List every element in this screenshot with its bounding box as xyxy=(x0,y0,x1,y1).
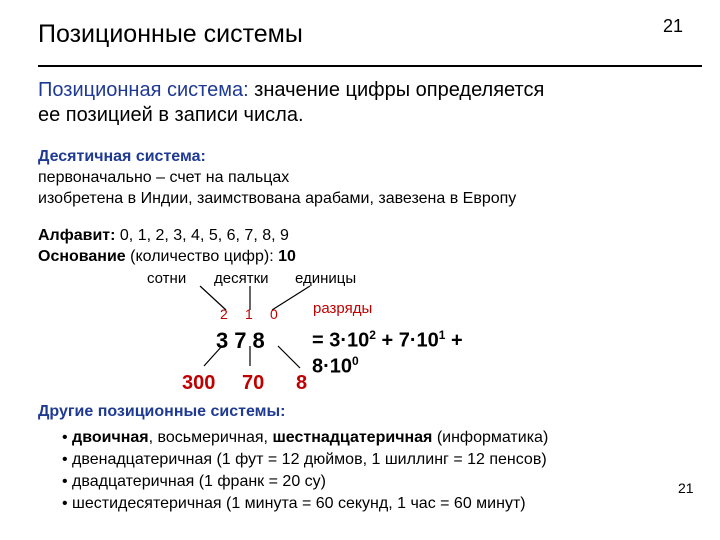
positions-label: разряды xyxy=(313,300,373,317)
alphabet-label: Алфавит: xyxy=(38,227,116,244)
page-number-top: 21 xyxy=(663,16,684,36)
label-units: единицы xyxy=(295,270,357,287)
digit-7: 7 xyxy=(234,328,253,353)
other-systems-heading: Другие позиционные системы: xyxy=(38,403,286,420)
decimal-line-2: изобретена в Индии, заимствована арабами, завезена в Европу xyxy=(38,190,517,207)
value-8: 8 xyxy=(296,372,308,394)
decimal-line-1: первоначально – счет на пальцах xyxy=(38,169,290,186)
exponent-1: 1 xyxy=(438,328,446,342)
alphabet-value: 0, 1, 2, 3, 4, 5, 6, 7, 8, 9 xyxy=(115,227,289,244)
base-value: 10 xyxy=(278,248,296,265)
hex-term: шестнадцатеричная xyxy=(272,429,433,446)
list-item: • двадцатеричная (1 франк = 20 су) xyxy=(62,471,548,493)
label-tens: десятки xyxy=(214,270,269,287)
title-divider xyxy=(38,65,702,67)
formula-part-2: + 7·10 xyxy=(375,329,439,352)
formula-line-2 xyxy=(312,354,359,379)
list-item: • двенадцатеричная (1 фут = 12 дюймов, 1 шиллинг = 12 пенсов) xyxy=(62,449,548,471)
formula-part-4: 8·10 xyxy=(312,355,353,378)
octal-term: , восьмеричная, xyxy=(148,429,273,446)
base-text: (количество цифр): xyxy=(125,248,279,265)
formula-part-1: = 3·10 xyxy=(312,329,370,352)
digit-8: 8 xyxy=(252,328,271,353)
decimal-block xyxy=(38,146,516,209)
exponent-2: 2 xyxy=(369,328,376,342)
other-systems-list xyxy=(62,427,548,515)
definition-text-1: значение цифры определяется xyxy=(248,79,545,101)
position-0: 0 xyxy=(270,306,278,322)
formula-part-3: + xyxy=(445,329,463,352)
list-item xyxy=(62,427,548,449)
binary-term: двоичная xyxy=(72,429,149,446)
alphabet-base-block xyxy=(38,225,296,267)
formula-line-1 xyxy=(312,328,463,353)
base-label: Основание xyxy=(38,248,126,265)
value-300: 300 xyxy=(182,372,216,394)
number-378 xyxy=(216,328,271,354)
position-1: 1 xyxy=(245,306,253,322)
arrow-line-8 xyxy=(278,346,300,368)
list-item: • шестидесятеричная (1 минута = 60 секунд, 1 час = 60 минут) xyxy=(62,493,548,515)
page-number-bottom: 21 xyxy=(678,480,694,496)
label-hundreds: сотни xyxy=(147,270,187,287)
slide-title: Позиционные системы xyxy=(38,20,303,48)
value-70: 70 xyxy=(242,372,265,394)
digit-3: 3 xyxy=(216,328,235,353)
exponent-0: 0 xyxy=(352,354,359,368)
informatics-note: (информатика) xyxy=(432,429,549,446)
decimal-heading: Десятичная система: xyxy=(38,148,206,165)
definition-block xyxy=(38,78,544,128)
position-2: 2 xyxy=(220,306,228,322)
definition-term: Позиционная система: xyxy=(38,79,249,101)
definition-text-2: ее позицией в записи числа. xyxy=(38,104,304,126)
